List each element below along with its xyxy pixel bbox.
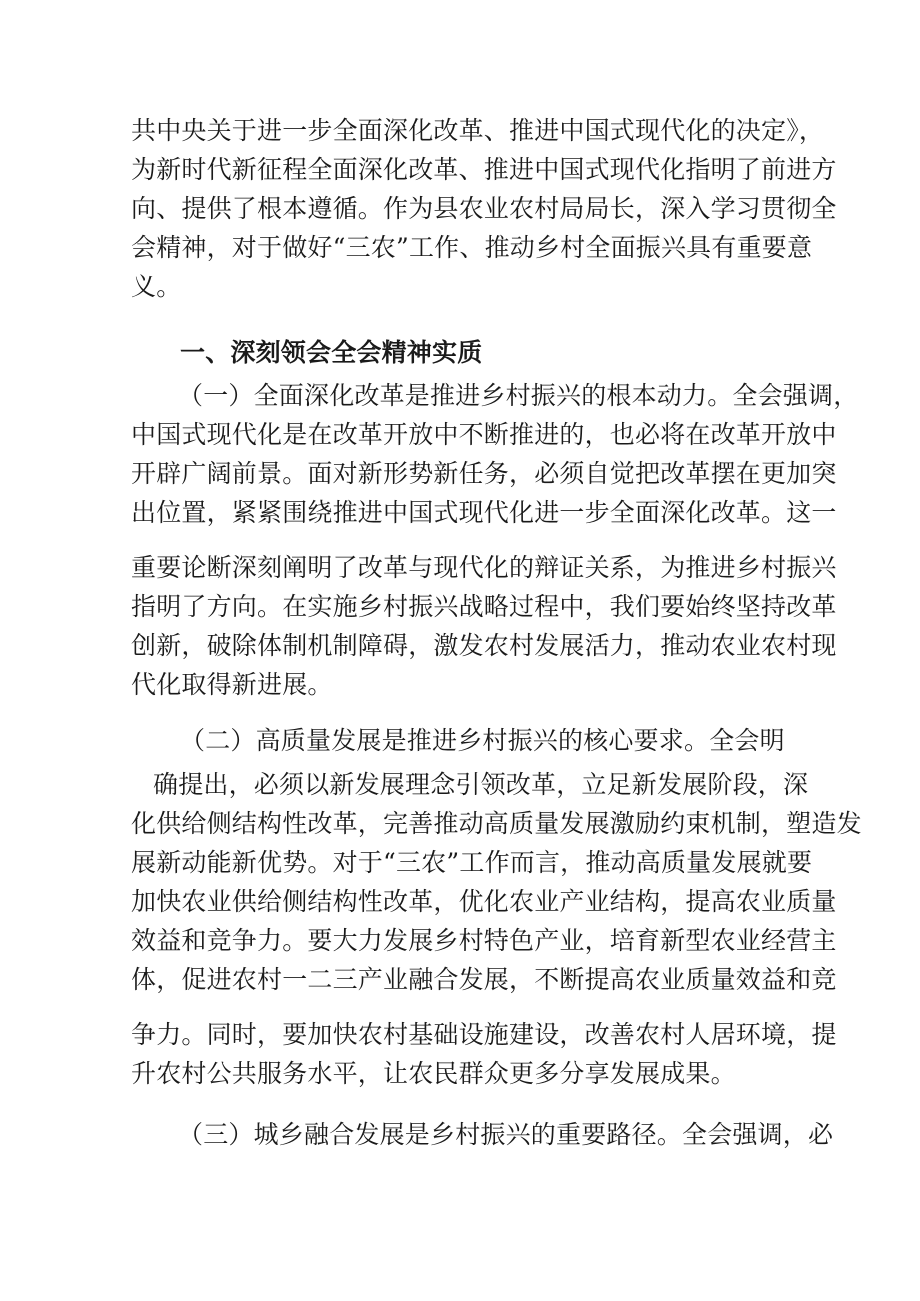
body-text-line: 确提出，必须以新发展理念引领改革，立足新发展阶段，深 xyxy=(153,770,809,799)
body-text-line: 共中央关于进一步全面深化改革、推进中国式现代化的决定》， xyxy=(131,116,825,145)
body-text-line: （二）高质量发展是推进乡村振兴的核心要求。全会明 xyxy=(180,726,785,755)
body-text-line: 义。 xyxy=(131,272,182,301)
body-text-line: （一）全面深化改革是推进乡村振兴的根本动力。全会强调， xyxy=(178,381,859,410)
body-text-line: 向、提供了根本遵循。作为县农业农村局局长，深入学习贯彻全 xyxy=(131,194,837,223)
body-text-line: 出位置，紧紧围绕推进中国式现代化进一步全面深化改革。这一 xyxy=(131,498,837,527)
body-text-line: 升农村公共服务水平，让农民群众更多分享发展成果。 xyxy=(131,1059,736,1088)
body-text-line: 争力。同时，要加快农村基础设施建设，改善农村人居环境，提 xyxy=(131,1020,837,1049)
body-text-line: 代化取得新进展。 xyxy=(131,670,333,699)
body-text-line: 会精神，对于做好“三农”工作、推动乡村全面振兴具有重要意 xyxy=(131,233,813,262)
body-text-line: 为新时代新征程全面深化改革、推进中国式现代化指明了前进方 xyxy=(131,155,837,184)
body-text-line: 重要论断深刻阐明了改革与现代化的辩证关系，为推进乡村振兴 xyxy=(131,553,837,582)
body-text-line: 加快农业供给侧结构性改革，优化农业产业结构，提高农业质量 xyxy=(131,887,837,916)
body-text-line: 体，促进农村一二三产业融合发展，不断提高农业质量效益和竞 xyxy=(131,965,837,994)
body-text-line: 展新动能新优势。对于“三农”工作而言，推动高质量发展就要 xyxy=(131,848,813,877)
body-text-line: 中国式现代化是在改革开放中不断推进的，也必将在改革开放中 xyxy=(131,420,837,449)
body-text-line: （三）城乡融合发展是乡村振兴的重要路径。全会强调，必 xyxy=(178,1120,834,1149)
body-text-line: 化供给侧结构性改革，完善推动高质量发展激励约束机制，塑造发 xyxy=(131,809,862,838)
body-text-line: 创新，破除体制机制障碍，激发农村发展活力，推动农业农村现 xyxy=(131,631,837,660)
body-text-line: 效益和竞争力。要大力发展乡村特色产业，培育新型农业经营主 xyxy=(131,926,837,955)
section-heading: 一、深刻领会全会精神实质 xyxy=(180,338,483,367)
body-text-line: 指明了方向。在实施乡村振兴战略过程中，我们要始终坚持改革 xyxy=(131,592,837,621)
body-text-line: 开辟广阔前景。面对新形势新任务，必须自觉把改革摆在更加突 xyxy=(131,459,837,488)
